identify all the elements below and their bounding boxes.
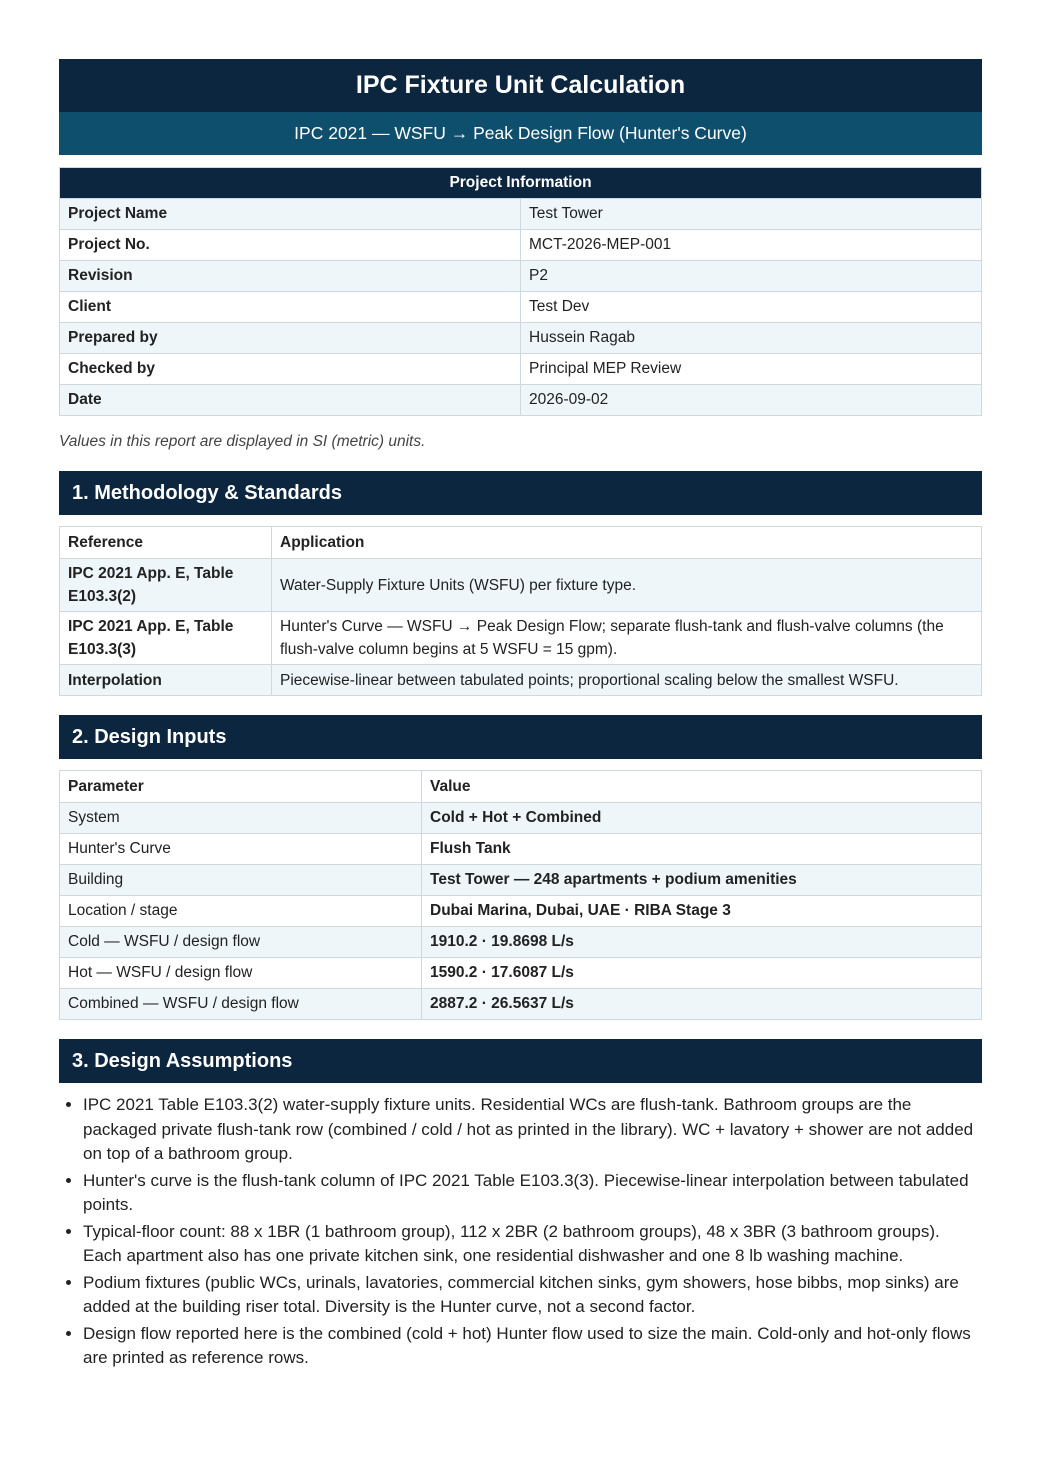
field-label: Revision	[60, 261, 521, 292]
report-page	[59, 59, 982, 1373]
column-header: Application	[272, 527, 982, 559]
field-value: 2026-09-02	[521, 385, 982, 416]
table-row	[60, 261, 982, 292]
field-label: Date	[60, 385, 521, 416]
table-row	[60, 927, 982, 958]
value-cell: 2887.2 · 26.5637 L/s	[422, 989, 982, 1020]
methodology-table	[59, 526, 982, 696]
table-row	[60, 803, 982, 834]
value-cell: 1910.2 · 19.8698 L/s	[422, 927, 982, 958]
parameter-cell: Building	[60, 865, 422, 896]
column-header: Parameter	[60, 771, 422, 803]
reference-cell: Interpolation	[60, 665, 272, 696]
field-label: Project Name	[60, 199, 521, 230]
application-cell: Hunter's Curve — WSFU → Peak Design Flow; separate flush-tank and flush-valve columns (the flush-valve column begins at 5 WSFU = 15 gpm).	[272, 612, 982, 665]
list-item: • Typical-floor count: 88 x 1BR (1 bathroom group), 112 x 2BR (2 bathroom groups), 48 x 3BR (3 bathroom groups). Each apartment also has one private kitchen sink, one residential dishwasher and one 8 lb washing machine.	[83, 1220, 982, 1269]
table-row	[60, 665, 982, 696]
project-info-table	[59, 167, 982, 416]
reference-cell: IPC 2021 App. E, Table E103.3(3)	[60, 612, 272, 665]
table-row	[60, 834, 982, 865]
value-cell: Flush Tank	[422, 834, 982, 865]
assumptions-list	[59, 1093, 982, 1371]
value-cell: Test Tower — 248 apartments + podium amenities	[422, 865, 982, 896]
parameter-cell: Location / stage	[60, 896, 422, 927]
value-cell: Dubai Marina, Dubai, UAE · RIBA Stage 3	[422, 896, 982, 927]
parameter-cell: System	[60, 803, 422, 834]
list-item: • IPC 2021 Table E103.3(2) water-supply fixture units. Residential WCs are flush-tank. Bathroom groups are the packaged private flush-tank row (combined / cold / hot as printed in the library). WC + lavatory + shower are not added on top of a bathroom group.	[83, 1093, 982, 1167]
list-item: • Podium fixtures (public WCs, urinals, lavatories, commercial kitchen sinks, gym showers, hose bibbs, mop sinks) are added at the building riser total. Diversity is the Hunter curve, not a second factor.	[83, 1271, 982, 1320]
field-value: Test Tower	[521, 199, 982, 230]
reference-cell: IPC 2021 App. E, Table E103.3(2)	[60, 559, 272, 612]
section-heading-assumptions: 3. Design Assumptions	[59, 1039, 982, 1083]
field-value: Principal MEP Review	[521, 354, 982, 385]
project-info-heading: Project Information	[60, 168, 982, 199]
design-inputs-table	[59, 770, 982, 1020]
report-title: IPC Fixture Unit Calculation	[59, 59, 982, 112]
parameter-cell: Hot — WSFU / design flow	[60, 958, 422, 989]
field-label: Project No.	[60, 230, 521, 261]
report-subtitle: IPC 2021 — WSFU → Peak Design Flow (Hunter's Curve)	[59, 112, 982, 155]
table-row	[60, 612, 982, 665]
column-header: Value	[422, 771, 982, 803]
table-row	[60, 385, 982, 416]
field-value: MCT-2026-MEP-001	[521, 230, 982, 261]
field-label: Client	[60, 292, 521, 323]
table-row	[60, 199, 982, 230]
table-row	[60, 958, 982, 989]
table-header-row	[60, 527, 982, 559]
field-value: Test Dev	[521, 292, 982, 323]
column-header: Reference	[60, 527, 272, 559]
table-row	[60, 896, 982, 927]
table-row	[60, 292, 982, 323]
table-row	[60, 865, 982, 896]
table-row	[60, 323, 982, 354]
field-label: Prepared by	[60, 323, 521, 354]
value-cell: Cold + Hot + Combined	[422, 803, 982, 834]
section-heading-inputs: 2. Design Inputs	[59, 715, 982, 759]
value-cell: 1590.2 · 17.6087 L/s	[422, 958, 982, 989]
table-row	[60, 354, 982, 385]
field-value: P2	[521, 261, 982, 292]
application-cell: Water-Supply Fixture Units (WSFU) per fixture type.	[272, 559, 982, 612]
table-header-row	[60, 771, 982, 803]
section-heading-methodology: 1. Methodology & Standards	[59, 471, 982, 515]
parameter-cell: Hunter's Curve	[60, 834, 422, 865]
field-label: Checked by	[60, 354, 521, 385]
table-row	[60, 989, 982, 1020]
parameter-cell: Combined — WSFU / design flow	[60, 989, 422, 1020]
units-note: Values in this report are displayed in SI (metric) units.	[59, 433, 426, 450]
list-item: • Hunter's curve is the flush-tank column of IPC 2021 Table E103.3(3). Piecewise-linear interpolation between tabulated points.	[83, 1169, 982, 1218]
application-cell: Piecewise-linear between tabulated points; proportional scaling below the smallest WSFU.	[272, 665, 982, 696]
table-row	[60, 230, 982, 261]
parameter-cell: Cold — WSFU / design flow	[60, 927, 422, 958]
field-value: Hussein Ragab	[521, 323, 982, 354]
list-item: • Design flow reported here is the combined (cold + hot) Hunter flow used to size the main. Cold-only and hot-only flows are printed as reference rows.	[83, 1322, 982, 1371]
table-row	[60, 559, 982, 612]
